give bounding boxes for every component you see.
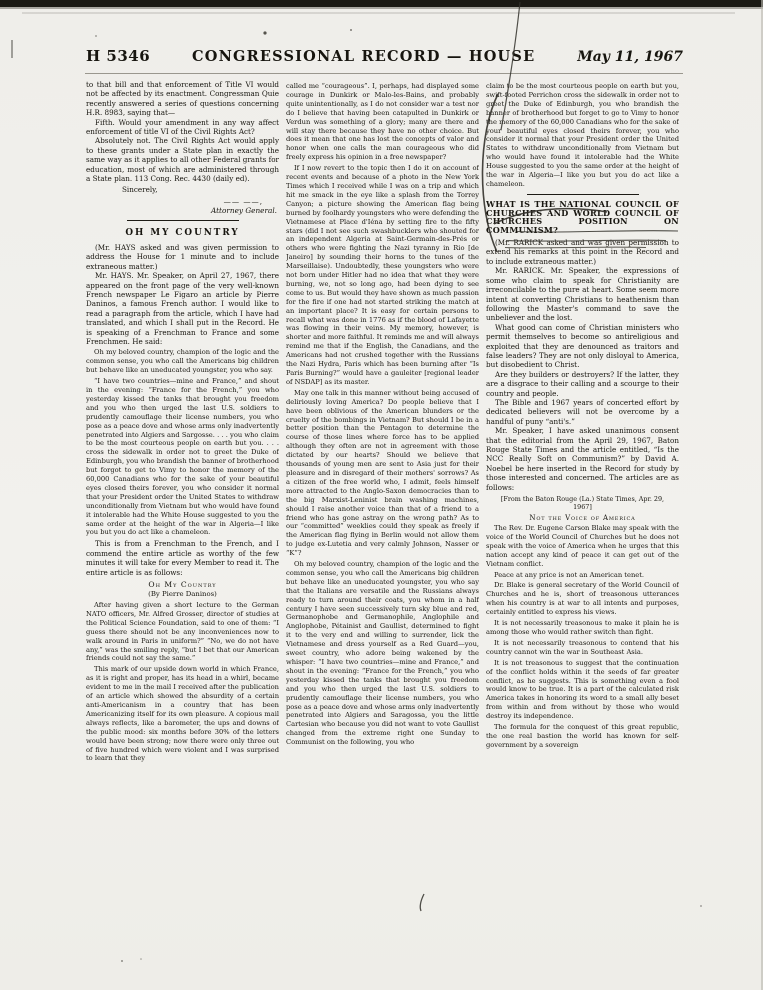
paragraph: to that bill and that enforcement of Title VI would not be affected by its enactment. Congressman Quie recently answered a series of questions concerning H.R. 8983, saying that— <box>86 80 279 118</box>
article-heading: WHAT IS THE NATIONAL COUNCIL OF CHURCHES AND WORLD COUNCIL OF CHURCHES POSITION ON COMMUNISM? <box>486 198 679 236</box>
paragraph: What good can come of Christian ministers who permit themselves to become so antireligious and exploited that they are denounced as traitors and false leaders? They are not only disloyal to America, but disobedient to Christ. <box>486 322 679 370</box>
scan-speck <box>263 31 266 34</box>
extract-paragraph: Peace at any price is not an American tenet. <box>494 570 645 579</box>
issue-date: May 11, 1967 <box>577 49 683 65</box>
separator-rule <box>127 220 239 221</box>
extract-paragraph: It is not treasonous to suggest that the continuation of the conflict holds within it the seeds of far greater conflict, as he suggests. This is something even a fool would know to be true. It is a part of the calculated risk America takes in honoring its word to a small ally beset from within and from without by those who would destroy its independence. <box>486 658 679 721</box>
paragraph: Mr. Speaker, I have asked unanimous consent that the editorial from the April 29, 1967, Baton Rouge State Times and the article entitled, “Is the NCC Really Soft on Communism?” by David A. Noebel be here inserted in the Record for study by those interested and concerned. The articles are as follows: <box>486 426 679 492</box>
extract-paragraph: After having given a short lecture to the German NATO officers, Mr. Alfred Grosser, director of studies at the Political Science Foundation, said to one of them: “I guess there should not be any inconveniences now to walk around in Paris in uniform?” “No, we do not have any,” was the smiling reply, “but I bet that our American friends could not say the same.” <box>86 601 279 663</box>
extract-paragraph: Oh my beloved country, champion of the logic and the common sense, you who call the Americans big children but behave like an uneducated youngster, you who say that the Italians are versatile and the Russians always ready to turn around their coats, you whom in a half century I have seen successively turn sky blue and red, Germanophobe and Germanophile, Anglophile and Anglophobe, Pétainist and Gaullist, determined to fight it to the very end and willing to surrender, lick the Vietnamese and dress yourself as a Red Guard—you, sweet country, who adore being wakened by the whisper: “I have two countries—mine and France,” and shout in the evening: “France for the French,” you who yesterday kissed the tanks that brought you freedom and you who then urged the last U.S. soldiers to prudently camouflage their license numbers, you who pose as a peace dove and whose arms only inadvertently penetrated into Algiers and Saragossa, you the little Cartesian who because you did not want to vote Gaullist changed from the extreme right one Sunday to Communist on the following, you who <box>286 560 479 747</box>
paragraph: This is from a Frenchman to the French, and I commend the entire article as worthy of the few minutes it will take for every Member to read it. The entire article is as follows: <box>86 539 279 577</box>
page-number: H 5346 <box>86 47 151 65</box>
extract-paragraph: The Rev. Dr. Eugene Carson Blake may speak with the voice of the World Council of Churches but he does not speak with the voice of America when he urges that this nation accept any kind of peace it can get out of the Vietnam conflict. <box>486 524 679 568</box>
column-2 <box>286 80 479 982</box>
paragraph: (Mr. HAYS asked and was given permission to address the House for 1 minute and to include extraneous matter.) <box>86 242 279 271</box>
signature-name: Attorney General. <box>210 205 277 215</box>
extract-paragraph: Oh my beloved country, champion of the logic and the common sense, you who call the Americans big children but behave like an uneducated youngster, you who say. <box>86 348 279 375</box>
paragraph: Mr. RARICK. Mr. Speaker, the expressions of some who claim to speak for Christianity are irreconcilable to the pure at heart. Some seem more intent at converting Christians to heathenism than following the Master's command to save the unbeliever and the lost. <box>486 266 679 323</box>
closing-line: Sincerely, <box>122 185 158 195</box>
section-heading: OH MY COUNTRY <box>125 227 240 238</box>
scan-edge-artifact <box>0 0 763 7</box>
extract-paragraph: It is not necessarily treasonous to make it plain he is among those who would rather switch than fight. <box>486 619 679 636</box>
paragraph: Absolutely not. The Civil Rights Act would apply to these grants under a State plan in exactly the same way as it applies to all other Federal grants for education, most of which are administered through a State plan. 113 Cong. Rec. 4430 (daily ed). <box>86 136 279 184</box>
paragraph: (Mr. RARICK asked and was given permission to extend his remarks at this point in the Record and to include extraneous matter.) <box>486 238 679 266</box>
header-rule <box>85 73 683 74</box>
paragraph: Mr. HAYS. Mr. Speaker, on April 27, 1967, there appeared on the front page of the very well-known French newspaper Le Figaro an article by Pierre Daninos, a famous French author. I would like to read a paragraph from the article, which I have had translated, and which I shall put in the Record. He is speaking of a Frenchman to France and some Frenchmen. He said: <box>86 271 279 346</box>
paragraph: Fifth. Would your amendment in any way affect enforcement of title VI of the Civil Rights Act? <box>86 117 279 137</box>
source-citation: [From the Baton Rouge (La.) State Times, Apr. 29, 1967] <box>500 495 665 512</box>
column-3 <box>486 80 679 982</box>
extract-paragraph: If I now revert to the topic then I do it on account of recent events and because of a photo in the New York Times which I received while I was on a trip and which hit me smack in the eye like a splash from the Torrey Canyon; a picture showing the American flag being burned by foolhardy youngsters who were defending the Vietnamese at Place d'Iéna by setting fire to the fifty stars (did I not see such swashbucklers who shouted for an independent Algeria at Saint-Germain-des-Prés or others who were fighting the Nazi tyranny in Rio [de Janeiro] by sounding their horns to the tunes of the Marseillaise). Undoubtedly, these youngsters who were not born under Hitler had no idea that what they were burning, we, not so long ago, had been dying to see come to us. But would they have shown as much passion for the fire if one had not started striking the match at an important place? It is easy for certain persons to recall what was done in 1776 as if the blood of Lafayette was flowing in their veins. My memory, however, is shorter and more faithful. It reminds me and will always remind me that if the English, the Canadians, and the Americans had not crushed together with the Russians the Nazi Hydra, Paris which has been burning after “Is Paris Burning?” would have a gauleiter [regional leader of NSDAP] as its master. <box>286 164 479 386</box>
separator-rule <box>527 194 639 195</box>
text-columns <box>86 80 679 982</box>
running-header <box>86 47 683 65</box>
extract-paragraph: The formula for the conquest of this great republic, the one real bastion the world has known for self-government by a sovereign <box>486 723 679 749</box>
scan-edge-artifact <box>0 7 763 9</box>
article-subheading: Oh My Country <box>148 580 217 589</box>
column-1 <box>86 80 279 982</box>
extract-paragraph: It is not necessarily treasonous to contend that his country cannot win the war in Southeast Asia. <box>486 638 679 656</box>
extract-paragraph: May one talk in this manner without being accused of deliriously loving America? Do people believe that I have been oblivious of the American blunders or the cruelty of the bombings in Vietnam? But should I be in a better position than the Pentagon to determine the course of those lines where force has to be applied although they often are not in agreement with those dictated by our hearts? Should we believe that thousands of young men are sent to Asia just for their pleasure and in disregard of their mothers' sorrows? As a citizen of the free world who, I admit, feels himself more attracted to the Anglo-Saxon democracies than to the big Marxist-Leninist brain washing machines, should I raise another voice than that of a friend to a friend who has gone astray on the wrong path? As to our “committed” weeklies could they speak as freely if the American flag flying in Berlin would not allow them to judge ex-Lutetia and very calmly Johnson, Nasser or “K”? <box>286 388 479 558</box>
masthead-title: CONGRESSIONAL RECORD — HOUSE <box>192 48 536 65</box>
extract-paragraph: This mark of our upside down world in which France, as it is right and proper, has its head in a whirl, became evident to me in the mail I received after the publication of an article which showed the absurdity of a certain anti-Americanism in a country that has been Americanizing itself for its own pleasure. A copious mail always reflects, like a barometer, the ups and downs of the public mood: six months before 30% of the letters would have been strong; now there were only three out of five hundred which were violent and I was surprised to learn that they <box>86 665 279 763</box>
scan-speck <box>350 29 352 31</box>
extract-paragraph: claim to be the most courteous people on earth but you, swift-footed Perrichon cross the sidewalk in order not to greet the Duke of Edinburgh, you who brandish the banner of brotherhood but forget to go to Vimy to honor the memory of the 60,000 Canadians who for the sake of your beautiful eyes closed theirs forever, you who consider it normal that your President order the United States to withdraw unconditionally from Vietnam but who would have found it intolerable had the White House suggested to you the same order at the height of the war in Algeria—I like you but you do act like a chameleon. <box>486 82 679 188</box>
scan-speck <box>700 905 702 907</box>
paragraph: The Bible and 1967 years of concerted effort by dedicated believers will not be overcome by a handful of puny “anti's.” <box>486 397 679 426</box>
extract-paragraph: “I have two countries—mine and France,” and shout in the evening: “France for the French,” you who yesterday kissed the tanks that brought you freedom and you who then urged the last U.S. soldiers to prudently camouflage their license numbers, you who pose as a peace dove and whose arms only inadvertently penetrated into Algiers and Sargosse. . . . you who claim to be the most courteous people on earth but you. . . . cross the sidewalk in order not to greet the Duke of Edinburgh, you who brandish the banner of brotherhood but forgot to get to Vimy to honor the memory of the 60,000 Canadians who for the sake of your beautiful eyes closed theirs forever, you who consider it normal that your President order the United States to withdraw unconditionally from Vietnam but who would have found it intolerable had the White House suggested to you the same order at the height of the war in Algeria—I like you but you do act like a chameleon. <box>86 377 279 537</box>
signature-rule: —— ——, <box>223 196 263 206</box>
extract-paragraph: Dr. Blake is general secretary of the World Council of Churches and he is, short of treasonous utterances when his country is at war to all intents and purposes, certainly entitled to express his views. <box>486 581 679 617</box>
scan-speck <box>95 35 97 37</box>
extract-paragraph: called me “courageous”. I, perhaps, had displayed some courage in Dunkirk or Malo-les-Bains, and probably quite unintentionally, as I do not consider war a test nor do I believe that having been catapulted in Dunkirk or Verdun was something of a glory; many are there and will stay there because they have no other choice. But does it mean that one has lost the concepts of valor and honor when one calls the man courageous who did freely express his opinion in a free newspaper? <box>286 82 479 162</box>
paragraph: Are they builders or destroyers? If the latter, they are a disgrace to their calling and a scourge to their country and people. <box>486 369 679 398</box>
byline: (By Pierre Daninos) <box>148 590 217 598</box>
editorial-heading: Not the Voice of America <box>529 514 636 523</box>
